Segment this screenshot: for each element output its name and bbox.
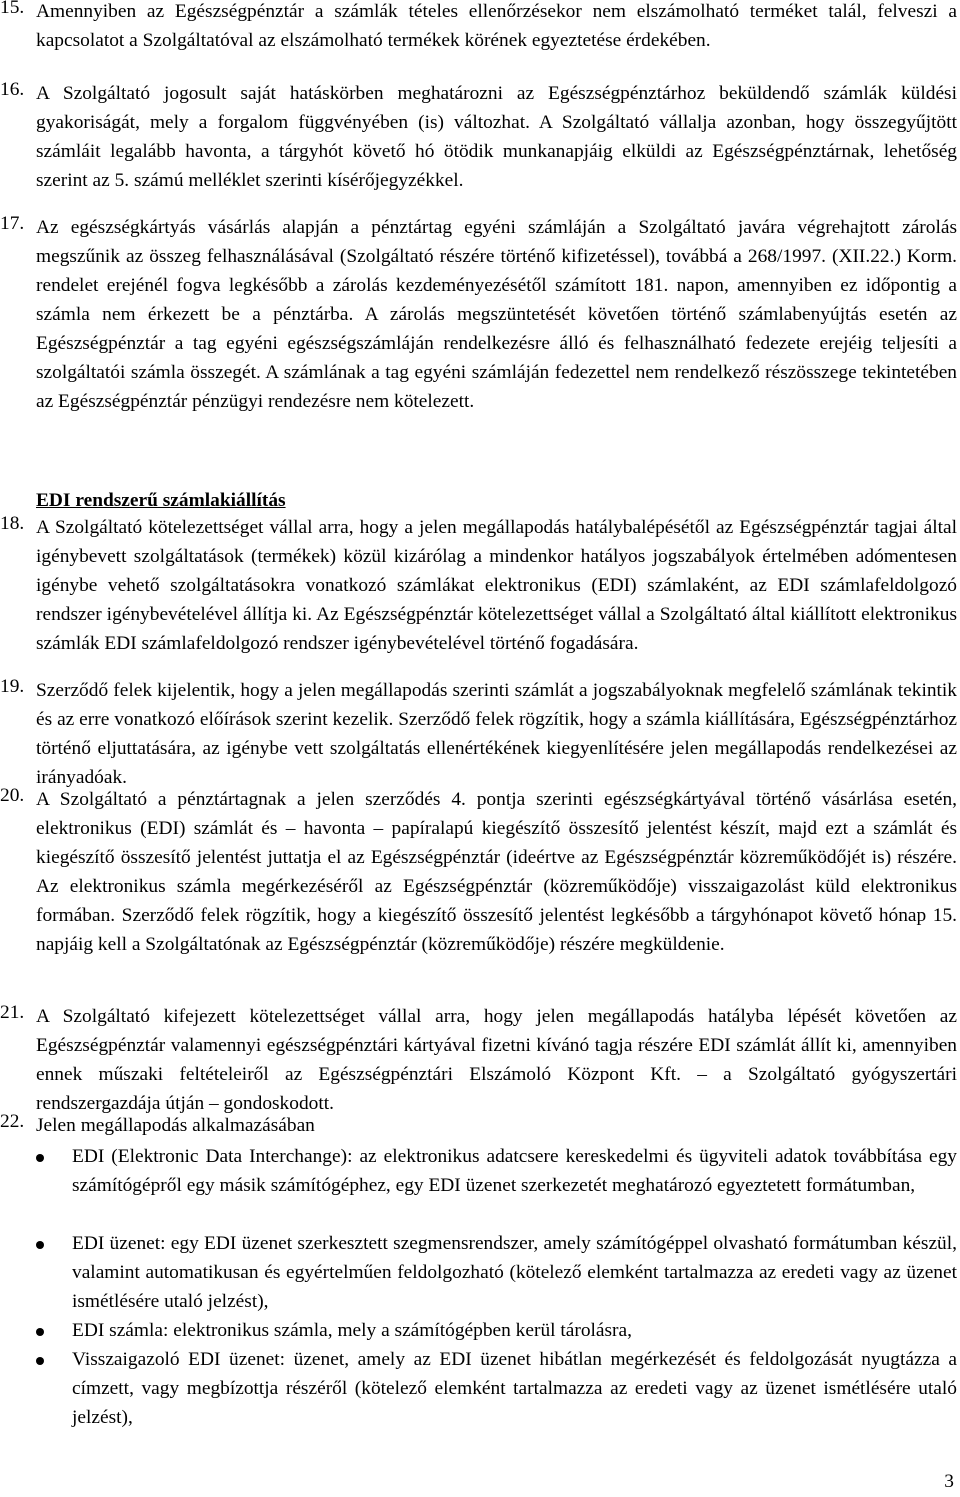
list-item-text: EDI számla: elektronikus számla, mely a számítógépben kerül tárolásra, [72,1320,632,1341]
clause-number: 18. [0,513,25,534]
clause-number: 17. [0,213,25,234]
section-heading: EDI rendszerű számlakiállítás [36,490,286,511]
clause-text: Jelen megállapodás alkalmazásában [36,1115,315,1136]
clause-text: A Szolgáltató a pénztártagnak a jelen szerződés 4. pontja szerinti egészségkártyával történő vásárlása esetén, elektronikus (EDI) számlát és – havonta – papíralapú kiegészítő összesítő jelentést készít, majd ezt a számlát és kiegészítő összesítő jelentést juttatja el az Egészségpénztár (ideértve az Egészségpénztár közreműködőjét is) részére. Az elektronikus számla megérkezéséről az Egészségpénztár (közreműködője) visszaigazolást küld elektronikus formában. Szerződő felek rögzítik, hogy a kiegészítő összesítő jelentést legkésőbb a tárgyhónapot követő hónap 15. napjáig kell a Szolgáltatónak az Egészségpénztár (közreműködője) részére megküldenie. [36,789,957,955]
list-item-text: Visszaigazoló EDI üzenet: üzenet, amely az EDI üzenet hibátlan megérkezését és feldolgozását nyugtázza a címzett, vagy megbízottja részéről (kötelező elemként tartalmazza az eredeti vagy az üzenet ismétlésére utaló jelzést), [72,1349,957,1428]
bullet-icon [36,1154,44,1162]
clause-number: 16. [0,79,25,100]
clause-number: 22. [0,1111,25,1132]
clause-number: 15. [0,0,25,18]
clause-text: A Szolgáltató kötelezettséget vállal arra, hogy a jelen megállapodás hatálybalépésétől az Egészségpénztár tagjai által igénybevett szolgáltatások (termékek) közül kizárólag a mindenkor hatályos jogszabályok értelmében adómentesen igénybe vehető szolgáltatásokra vonatkozó számlákat elektronikus (EDI) számlaként, az EDI számlafeldolgozó rendszer igénybevételével állítja ki. Az Egészségpénztár kötelezettséget vállal a Szolgáltató által kiállított elektronikus számlák EDI számlafeldolgozó rendszer igénybevételével történő fogadására. [36,517,957,654]
bullet-icon [36,1357,44,1365]
clause-text: Az egészségkártyás vásárlás alapján a pénztártag egyéni számláján a Szolgáltató javára végrehajtott zárolás megszűnik az összeg felhasználásával (Szolgáltató részére történő kifizetéssel), továbbá a 268/1997. (XII.22.) Korm. rendelet erejénél fogva legkésőbb a zárolás kezdeményezésétől számított 181. napon, amennyiben ez időpontig a számla nem érkezett be a pénztárba. A zárolás megszüntetését követően történő számlabenyújtás esetén az Egészségpénztár a tag egyéni egészségszámláján rendelkezésre álló és felhasználható fedezete erejéig teljesíti a szolgáltatói számla összegét. A számlának a tag egyéni számláján fedezettel nem rendelkező részösszege tekintetében az Egészségpénztár pénzügyi rendezésre nem kötelezett. [36,217,957,412]
clause-number: 21. [0,1002,25,1023]
bullet-icon [36,1328,44,1336]
clause-text: A Szolgáltató kifejezett kötelezettséget vállal arra, hogy jelen megállapodás hatályba lépését követően az Egészségpénztár valamennyi egészségpénztári kártyával fizetni kívánó tagja részére EDI számlát állít ki, amennyiben ennek műszaki feltételeiről az Egészségpénztári Elszámoló Központ Kft. – a Szolgáltató gyógyszertári rendszergazdája útján – gondoskodott. [36,1006,957,1114]
bullet-icon [36,1241,44,1249]
clause-number: 20. [0,785,25,806]
clause-text: A Szolgáltató jogosult saját hatáskörben meghatározni az Egészségpénztárhoz beküldendő számlák küldési gyakoriságát, mely a forgalom függvényében (is) változhat. A Szolgáltató vállalja azonban, hogy összegyűjtött számláit legalább havonta, a tárgyhót követő hó ötödik munkanapjáig elküldi az Egészségpénztárnak, lehetőség szerint az 5. számú melléklet szerinti kísérőjegyzékkel. [36,83,957,191]
list-item-text: EDI (Elektronic Data Interchange): az elektronikus adatcsere kereskedelmi és ügyviteli adatok továbbítása egy számítógépről egy másik számítógéphez, egy EDI üzenet szerkezetét meghatározó egyeztetett formátumban, [72,1146,957,1196]
list-item-text: EDI üzenet: egy EDI üzenet szerkesztett szegmensrendszer, amely számítógéppel olvasható formátumban készül, valamint automatikusan és egyértelműen feldolgozható (kötelező elemként tartalmazza az eredeti vagy az üzenet ismétlésére utaló jelzést), [72,1233,957,1312]
clause-text: Szerződő felek kijelentik, hogy a jelen megállapodás szerinti számlát a jogszabályoknak megfelelő számlának tekintik és az erre vonatkozó előírások szerint kezelik. Szerződő felek rögzítik, hogy a számla kiállítására, Egészségpénztárhoz történő eljuttatására, az igénybe vett szolgáltatás ellenértékének kiegyenlítésére jelen megállapodás rendelkezései az irányadóak. [36,680,957,788]
page-number: 3 [944,1471,954,1492]
clause-number: 19. [0,676,25,697]
clause-text: Amennyiben az Egészségpénztár a számlák tételes ellenőrzésekor nem elszámolható terméket talál, felveszi a kapcsolatot a Szolgáltatóval az elszámolható termékek körének egyeztetése érdekében. [36,1,957,51]
